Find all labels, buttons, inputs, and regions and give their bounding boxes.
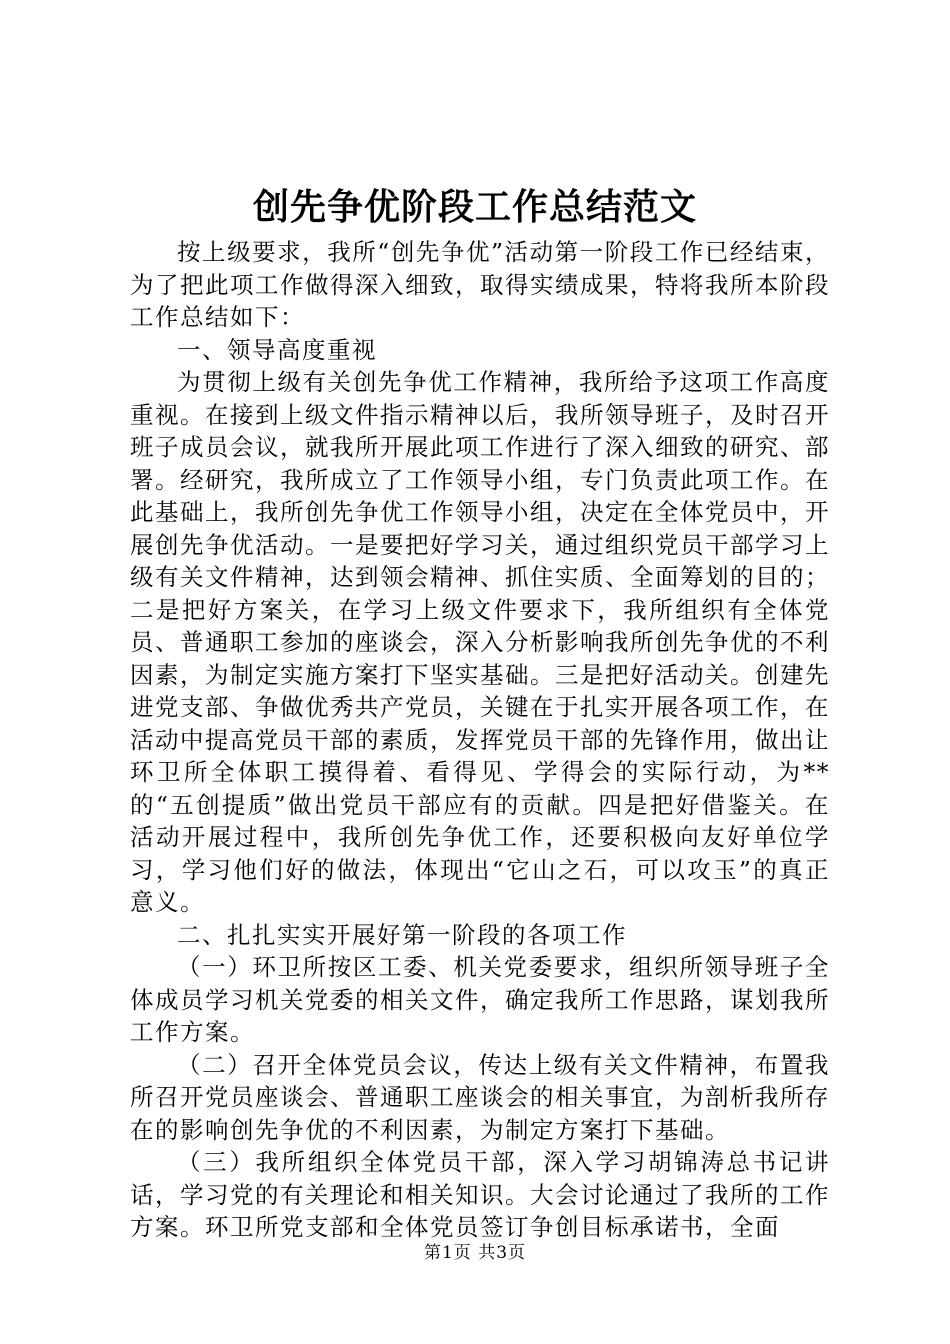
section-1-paragraph: 为贯彻上级有关创先争优工作精神，我所给予这项工作高度重视。在接到上级文件指示精神以后，我所领导班子，及时召开班子成员会议，就我所开展此项工作进行了深入细致的研究、部署。经研究，我所成立了工作领导小组，专门负责此项工作。在此基础上，我所创先争优工作领导小组，决定在全体党员中，开展创先争优活动。一是要把好学习关，通过组织党员干部学习上级有关文件精神，达到领会精神、抓住实质、全面筹划的目的；二是把好方案关，在学习上级文件要求下，我所组织有全体党员、普通职工参加的座谈会，深入分析影响我所创先争优的不利因素，为制定实施方案打下坚实基础。三是把好活动关。创建先进党支部、争做优秀共产党员，关键在于扎实开展各项工作，在活动中提高党员干部的素质，发挥党员干部的先锋作用，做出让环卫所全体职工摸得着、看得见、学得会的实际行动，为**的“五创提质”做出党员干部应有的贡献。四是把好借鉴关。在活动开展过程中，我所创先争优工作，还要积极向友好单位学习，学习他们好的做法，体现出“它山之石，可以攻玉”的真正意义。 (130, 368, 830, 916)
section-heading-1: 一、领导高度重视 (177, 335, 377, 364)
document-title: 创先争优阶段工作总结范文 (252, 186, 697, 228)
document-body (130, 236, 830, 1244)
section-2-item-1: （一）环卫所按区工委、机关党委要求，组织所领导班子全体成员学习机关党委的相关文件，确定我所工作思路，谋划我所工作方案。 (130, 953, 830, 1046)
section-2-item-3: （三）我所组织全体党员干部，深入学习胡锦涛总书记讲话，学习党的有关理论和相关知识。大会讨论通过了我所的工作方案。环卫所党支部和全体党员签订争创目标承诺书，全面 (130, 1148, 830, 1241)
section-2-item-2: （二）召开全体党员会议，传达上级有关文件精神，布置我所召开党员座谈会、普通职工座谈会的相关事宜，为剖析我所存在的影响创先争优的不利因素，为制定方案打下基础。 (130, 1050, 830, 1144)
intro-paragraph: 按上级要求，我所“创先争优”活动第一阶段工作已经结束，为了把此项工作做得深入细致，取得实绩成果，特将我所本阶段工作总结如下： (130, 238, 830, 331)
page-footer: 第1页 共3页 (423, 1243, 527, 1263)
section-heading-2: 二、扎扎实实开展好第一阶段的各项工作 (177, 920, 627, 949)
